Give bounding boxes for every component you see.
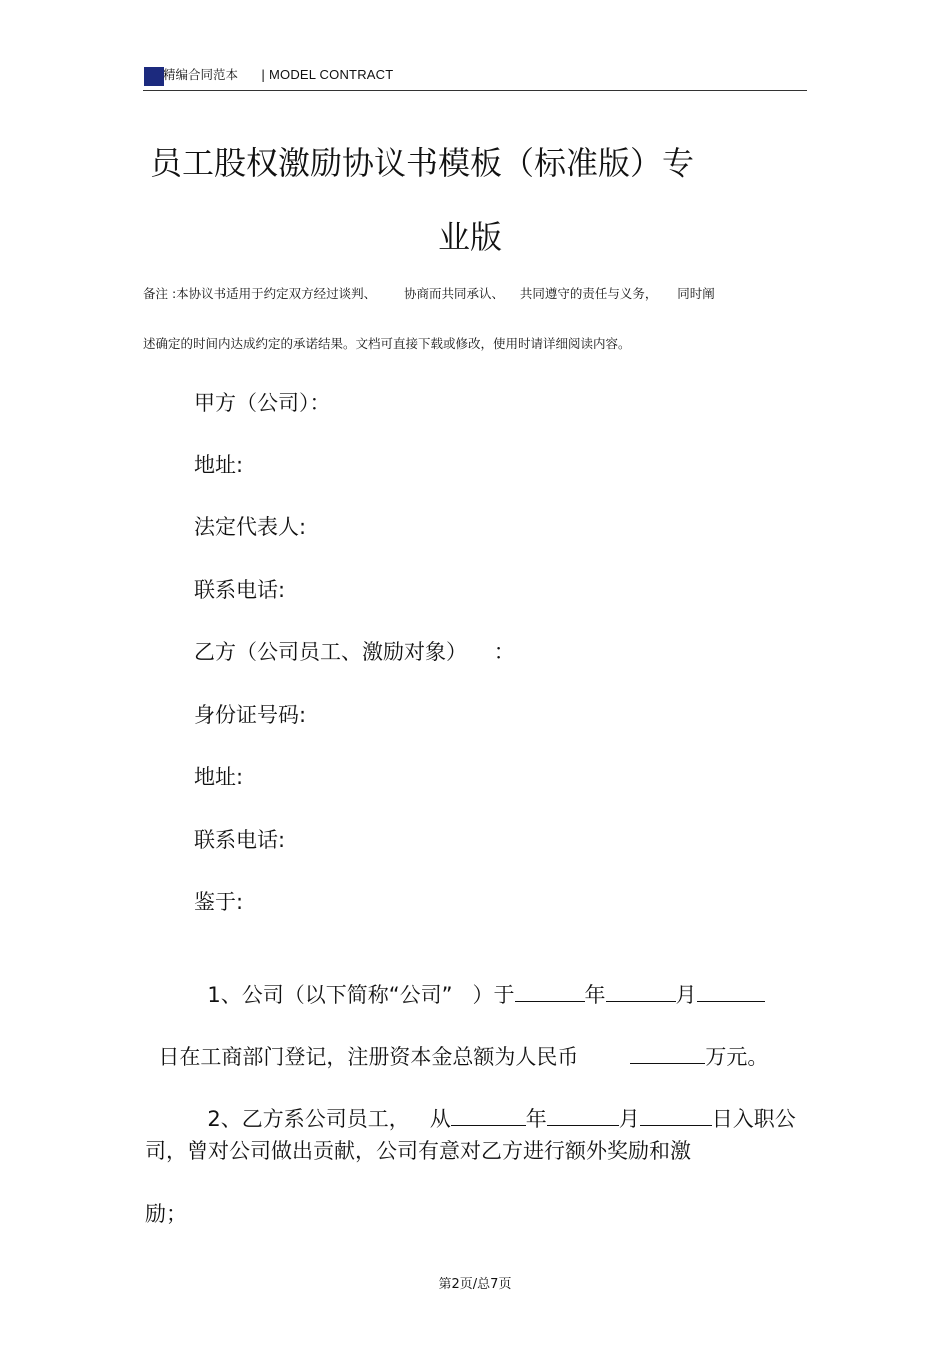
document-title-line1: 员工股权激励协议书模板（标准版）专	[150, 144, 695, 182]
capital-blank	[630, 1041, 705, 1064]
join-day-text: 日入职公	[711, 1107, 796, 1131]
party-b-heading: 乙方（公司员工、激励对象） ：	[194, 640, 515, 664]
party-b-address: 地址:	[194, 765, 244, 789]
year-label: 年	[584, 983, 606, 1007]
whereas-item2-line3: 励；	[145, 1202, 187, 1226]
whereas-heading: 鉴于:	[194, 890, 244, 914]
whereas-item2-line1	[194, 1075, 796, 1133]
party-b-id-number: 身份证号码:	[194, 703, 307, 727]
header-brand-cn: 精编合同范本	[163, 67, 239, 82]
party-a-phone: 联系电话:	[194, 578, 286, 602]
header-brand-en: MODEL CONTRACT	[269, 67, 394, 82]
whereas-item2-line2: 司，曾对公司做出贡献，公司有意对乙方进行额外奖励和激	[145, 1139, 691, 1163]
join-year-label: 年	[525, 1107, 547, 1131]
brand-logo-icon	[144, 67, 164, 86]
document-header	[143, 64, 807, 91]
join-month-label: 月	[618, 1107, 640, 1131]
party-b-phone: 联系电话:	[194, 828, 286, 852]
day-blank	[697, 979, 765, 1002]
registration-text: 日在工商部门登记，注册资本金总额为人民币	[158, 1045, 579, 1069]
month-blank	[606, 979, 676, 1002]
whereas-item1-line2	[145, 1013, 768, 1071]
join-month-blank	[547, 1103, 619, 1126]
year-blank	[515, 979, 585, 1002]
party-a-heading: 甲方（公司）：	[194, 391, 331, 415]
party-a-legal-rep: 法定代表人:	[194, 515, 307, 539]
join-day-blank	[640, 1103, 712, 1126]
note-line2: 述确定的时间内达成约定的承诺结果。文档可直接下载或修改，使用时请详细阅读内容。	[143, 336, 631, 351]
document-title-line2: 业版	[438, 218, 503, 256]
note-line1: 备注 :本协议书适用于约定双方经过谈判、 协商而共同承认、 共同遵守的责任与义务， 同时阐	[143, 286, 715, 301]
whereas-item2-text: 2、乙方系公司员工， 从	[207, 1107, 451, 1131]
join-year-blank	[451, 1103, 526, 1126]
party-a-address: 地址:	[194, 453, 244, 477]
capital-unit: 万元。	[705, 1045, 769, 1069]
whereas-item1-line1	[194, 951, 765, 1009]
header-separator: |	[261, 67, 266, 82]
month-label: 月	[675, 983, 697, 1007]
page-number: 第2页/总7页	[438, 1277, 512, 1292]
whereas-item1-text: 1、公司（以下简称“公司” ）于	[207, 983, 515, 1007]
